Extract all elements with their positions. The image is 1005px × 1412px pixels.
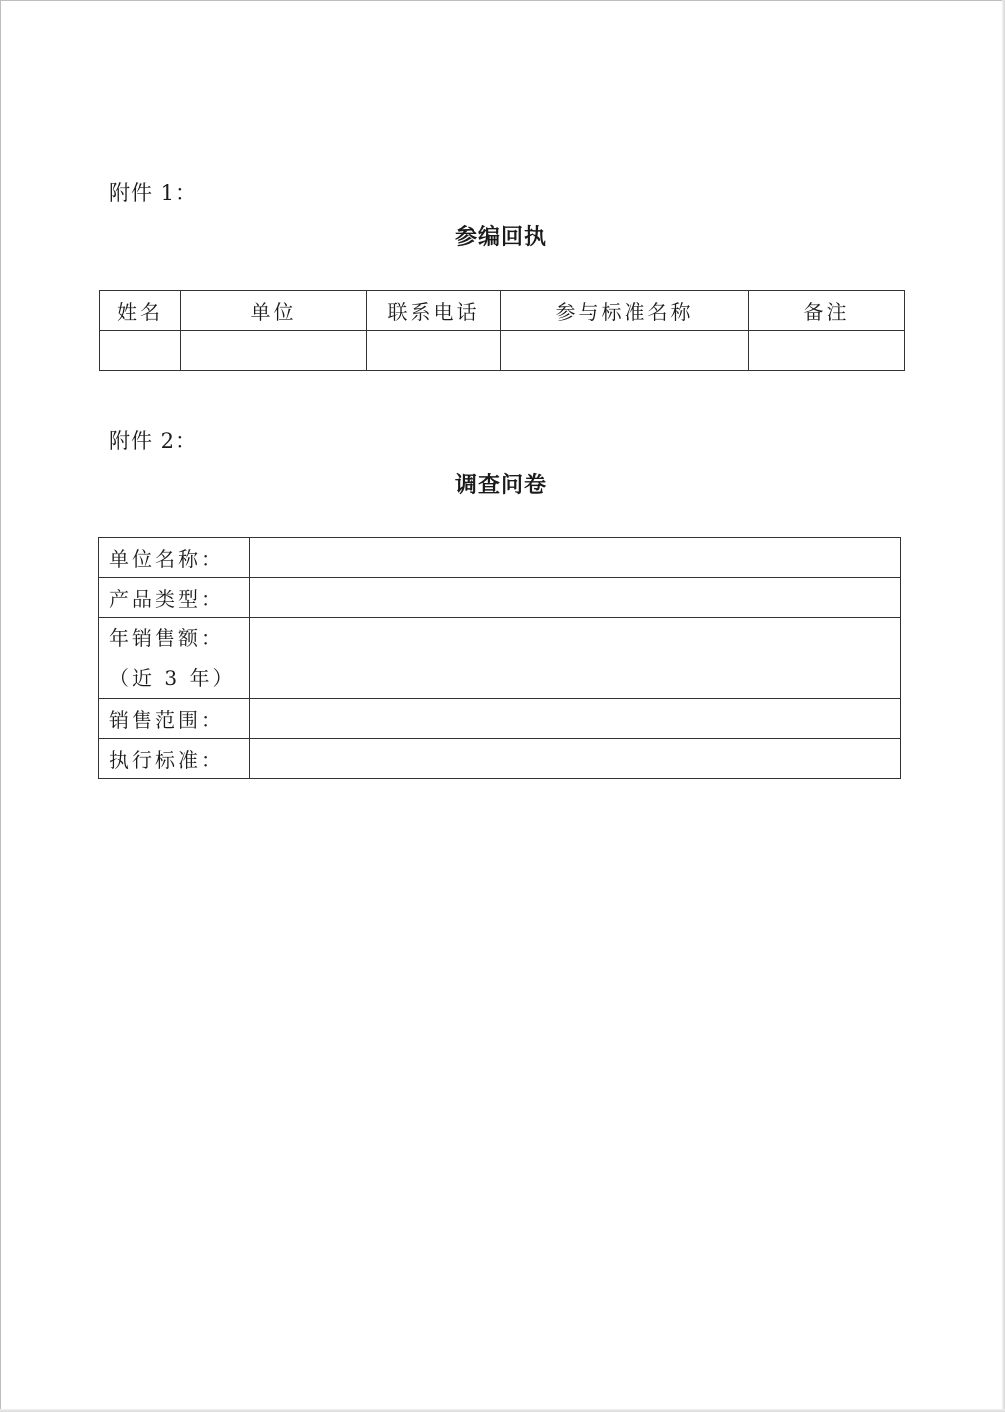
survey-table [98, 537, 901, 779]
survey-title: 调查问卷 [454, 473, 547, 498]
execution-standard-field[interactable] [250, 739, 901, 779]
standard-name-cell[interactable] [501, 331, 749, 371]
attachment-1-label: 附件 1： [109, 181, 198, 205]
survey-row-product-type [99, 578, 901, 618]
organization-name-field[interactable] [250, 538, 901, 578]
receipt-header-row [100, 291, 905, 331]
receipt-data-row [100, 331, 905, 371]
name-cell[interactable] [100, 331, 181, 371]
organization-name-label: 单位名称： [99, 538, 250, 578]
header-phone: 联系电话 [367, 291, 501, 331]
annual-sales-field[interactable] [250, 618, 901, 699]
product-type-field[interactable] [250, 578, 901, 618]
annual-sales-label-line1: 年销售额： [109, 626, 224, 650]
attachment-2-label: 附件 2： [109, 429, 198, 453]
annual-sales-label [99, 618, 250, 699]
survey-row-sales-range [99, 699, 901, 739]
header-name: 姓名 [100, 291, 181, 331]
header-organization: 单位 [181, 291, 367, 331]
receipt-table [99, 290, 905, 371]
header-standard-name: 参与标准名称 [501, 291, 749, 331]
survey-row-standard [99, 739, 901, 779]
phone-cell[interactable] [367, 331, 501, 371]
annual-sales-label-line2: （近 3 年） [109, 666, 236, 690]
sales-range-field[interactable] [250, 699, 901, 739]
header-remarks: 备注 [749, 291, 905, 331]
sales-range-label: 销售范围： [99, 699, 250, 739]
survey-row-organization [99, 538, 901, 578]
execution-standard-label: 执行标准： [99, 739, 250, 779]
remarks-cell[interactable] [749, 331, 905, 371]
survey-row-annual-sales [99, 618, 901, 699]
receipt-title: 参编回执 [454, 225, 547, 250]
product-type-label: 产品类型： [99, 578, 250, 618]
organization-cell[interactable] [181, 331, 367, 371]
